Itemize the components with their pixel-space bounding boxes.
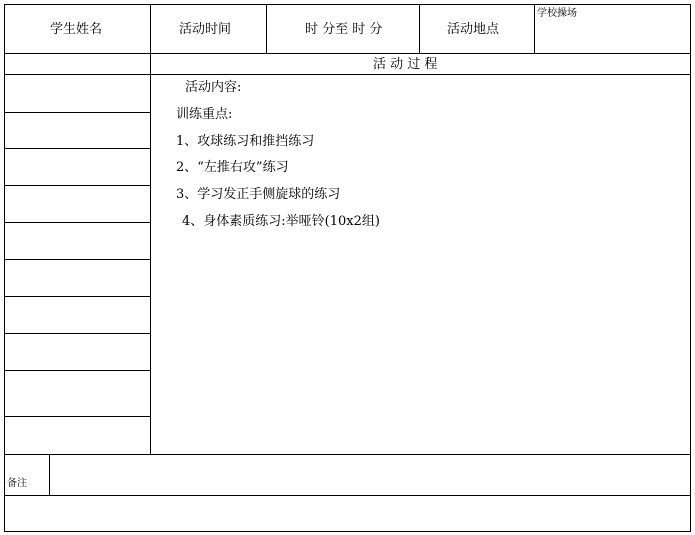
time-range-text: 时 分至 时 分 — [305, 22, 383, 37]
left-row-line — [4, 112, 151, 113]
outer-top-border — [4, 4, 691, 5]
left-row-line — [4, 333, 151, 334]
left-row-line — [4, 185, 151, 186]
outer-left-border — [4, 4, 5, 532]
content-item: 4、身体素质练习:举哑铃(10x2组) — [182, 214, 380, 229]
content-label: 活动内容: — [185, 80, 242, 95]
header-divider-4 — [534, 4, 535, 54]
left-row-line — [4, 259, 151, 260]
left-row-line — [4, 416, 151, 417]
header-divider-3 — [419, 4, 420, 54]
process-title-bottom-line — [4, 74, 691, 75]
student-name-label: 学生姓名 — [50, 22, 103, 37]
header-bottom-line — [4, 53, 691, 54]
left-row-line — [4, 148, 151, 149]
left-row-line — [4, 296, 151, 297]
process-title: 活 动 过 程 — [373, 57, 438, 72]
remarks-bottom-line — [4, 495, 691, 496]
content-item: 1、攻球练习和推挡练习 — [176, 134, 315, 149]
left-row-line — [4, 222, 151, 223]
header-divider-1 — [150, 4, 151, 455]
focus-label: 训练重点: — [176, 107, 233, 122]
outer-bottom-border — [4, 531, 691, 532]
remarks-label: 备注 — [7, 478, 27, 489]
content-item: 3、学习发正手侧旋球的练习 — [176, 187, 341, 202]
remarks-top-line — [4, 454, 691, 455]
remarks-divider — [49, 454, 50, 496]
location-label: 活动地点 — [447, 22, 500, 37]
activity-time-label: 活动时间 — [179, 22, 232, 37]
outer-right-border — [690, 4, 691, 532]
header-divider-2 — [266, 4, 267, 54]
content-item: 2、“左推右攻”练习 — [176, 160, 289, 175]
left-row-line — [4, 370, 151, 371]
location-value: 学校操场 — [537, 8, 577, 19]
